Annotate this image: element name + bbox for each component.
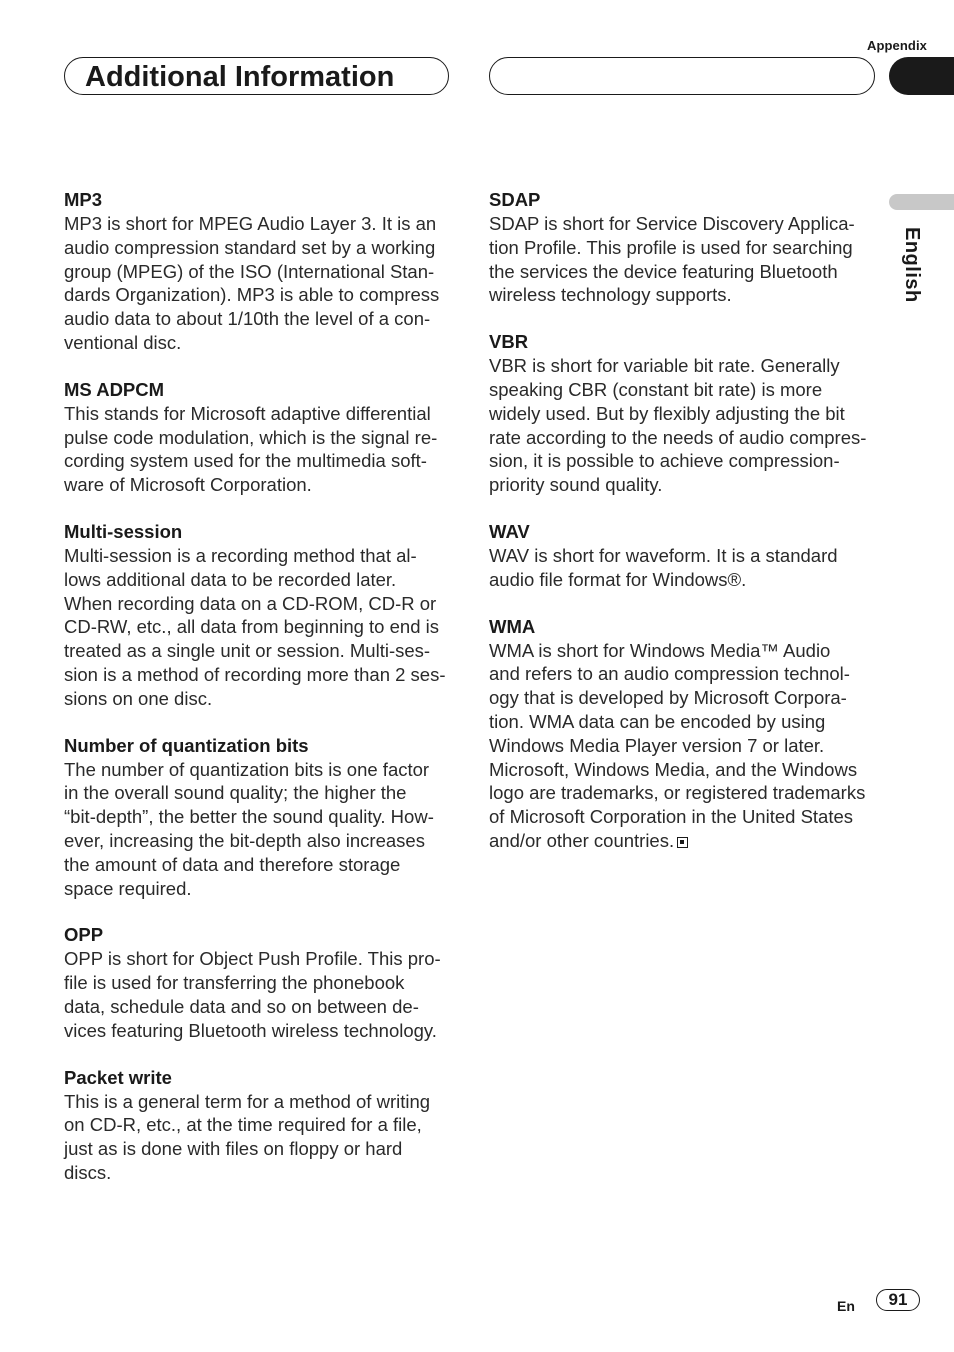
glossary-entry-multi-session (64, 520, 454, 711)
left-column (64, 188, 454, 1208)
term-definition (64, 212, 454, 355)
definition-line: speaking CBR (constant bit rate) is more (489, 378, 823, 400)
end-of-section-icon (677, 837, 688, 848)
term-heading: MS ADPCM (64, 378, 165, 400)
definition-line: The number of quantization bits is one factor (64, 758, 430, 780)
section-tab-marker (889, 57, 954, 95)
term-heading: Number of quantization bits (64, 734, 309, 756)
definition-line: ogy that is developed by Microsoft Corpora- (489, 687, 847, 709)
right-column (489, 188, 879, 876)
definition-line: on CD-R, etc., at the time required for a file, (64, 1114, 422, 1136)
language-tab-marker (889, 194, 954, 210)
glossary-entry-packet-write (64, 1066, 454, 1185)
glossary-entry-ms-adpcm (64, 378, 454, 497)
glossary-entry-wma (489, 615, 879, 853)
definition-line: “bit-depth”, the better the sound quality. How- (64, 806, 434, 828)
glossary-entry-wav (489, 520, 879, 592)
term-definition (489, 544, 879, 592)
term-definition (489, 354, 879, 497)
definition-line: wireless technology supports. (489, 284, 732, 306)
definition-line: ever, increasing the bit-depth also increases (64, 829, 425, 851)
definition-line: treated as a single unit or session. Multi-ses- (64, 640, 431, 662)
definition-line: logo are trademarks, or registered trademarks (489, 782, 866, 804)
definition-line: vices featuring Bluetooth wireless technology. (64, 1019, 437, 1041)
definition-line: dards Organization). MP3 is able to compress (64, 284, 440, 306)
definition-line: widely used. But by flexibly adjusting the bit (489, 402, 845, 424)
section-label: Appendix (866, 38, 927, 53)
definition-line: and refers to an audio compression technol- (489, 663, 850, 685)
page-title: Additional Information (85, 61, 395, 93)
definition-line: in the overall sound quality; the higher the (64, 782, 407, 804)
term-heading: Multi-session (64, 520, 183, 542)
term-heading: VBR (489, 331, 529, 353)
term-definition (64, 947, 454, 1042)
term-definition (64, 1090, 454, 1185)
definition-line: MP3 is short for MPEG Audio Layer 3. It is an (64, 213, 437, 234)
definition-line: SDAP is short for Service Discovery Applica- (489, 213, 855, 234)
definition-line: priority sound quality. (489, 474, 663, 496)
glossary-entry-mp3 (64, 188, 454, 355)
definition-line: file is used for transferring the phonebook (64, 972, 405, 994)
definition-line: VBR is short for variable bit rate. Generally (489, 355, 840, 377)
definition-line: Multi-session is a recording method that al- (64, 544, 417, 566)
glossary-entry-quantization-bits (64, 734, 454, 901)
definition-line: cording system used for the multimedia soft- (64, 450, 427, 472)
term-heading: WAV (489, 520, 530, 542)
glossary-entry-sdap (489, 188, 879, 307)
definition-line: group (MPEG) of the ISO (International Stan- (64, 260, 435, 282)
definition-line: tion Profile. This profile is used for searching (489, 236, 853, 258)
term-heading: SDAP (489, 189, 541, 210)
definition-line: discs. (64, 1161, 112, 1183)
title-pill (64, 57, 449, 95)
definition-line: WAV is short for waveform. It is a standard (489, 544, 838, 566)
header-empty-pill (489, 57, 875, 95)
definition-line: WMA is short for Windows Media™ Audio (489, 639, 831, 661)
definition-line: pulse code modulation, which is the signal re- (64, 426, 438, 448)
definition-line: OPP is short for Object Push Profile. This pro- (64, 948, 441, 970)
glossary-entry-vbr (489, 330, 879, 497)
term-heading: WMA (489, 615, 536, 637)
term-definition (64, 758, 454, 901)
definition-line: sions on one disc. (64, 687, 213, 709)
glossary-entry-opp (64, 923, 454, 1042)
term-definition (489, 212, 879, 307)
term-heading: MP3 (64, 189, 103, 210)
definition-line: audio data to about 1/10th the level of a con- (64, 308, 431, 330)
definition-line: sion, it is possible to achieve compression- (489, 450, 840, 472)
term-heading: Packet write (64, 1066, 172, 1088)
definition-line: data, schedule data and so on between de- (64, 995, 419, 1017)
definition-line: Windows Media Player version 7 or later. (489, 734, 825, 756)
definition-line: CD-RW, etc., all data from beginning to end is (64, 616, 439, 638)
term-definition (64, 544, 454, 711)
definition-line: the amount of data and therefore storage (64, 853, 401, 875)
definition-line: Microsoft, Windows Media, and the Windows (489, 758, 858, 780)
definition-line: the services the device featuring Bluetooth (489, 260, 838, 282)
term-definition (489, 639, 879, 853)
definition-line: lows additional data to be recorded later. (64, 568, 397, 590)
definition-line: just as is done with files on floppy or hard (64, 1138, 403, 1160)
definition-line: and/or other countries. (489, 829, 675, 851)
definition-line: audio compression standard set by a working (64, 236, 436, 258)
definition-line-last (489, 829, 879, 853)
footer-language-code: En (837, 1298, 855, 1314)
term-heading: OPP (64, 924, 104, 946)
language-side-label: English (901, 227, 923, 303)
definition-line: tion. WMA data can be encoded by using (489, 710, 826, 732)
term-definition (64, 402, 454, 497)
definition-line: space required. (64, 877, 192, 899)
definition-line: rate according to the needs of audio compres- (489, 426, 867, 448)
definition-line: ventional disc. (64, 331, 182, 353)
definition-line: sion is a method of recording more than 2 ses- (64, 663, 446, 685)
definition-line: ware of Microsoft Corporation. (64, 474, 312, 496)
definition-line: When recording data on a CD-ROM, CD-R or (64, 592, 437, 614)
definition-line: audio file format for Windows®. (489, 568, 747, 590)
page-number: 91 (876, 1289, 920, 1311)
definition-line: of Microsoft Corporation in the United States (489, 806, 854, 828)
definition-line: This stands for Microsoft adaptive differential (64, 402, 431, 424)
definition-line: This is a general term for a method of writing (64, 1090, 431, 1112)
